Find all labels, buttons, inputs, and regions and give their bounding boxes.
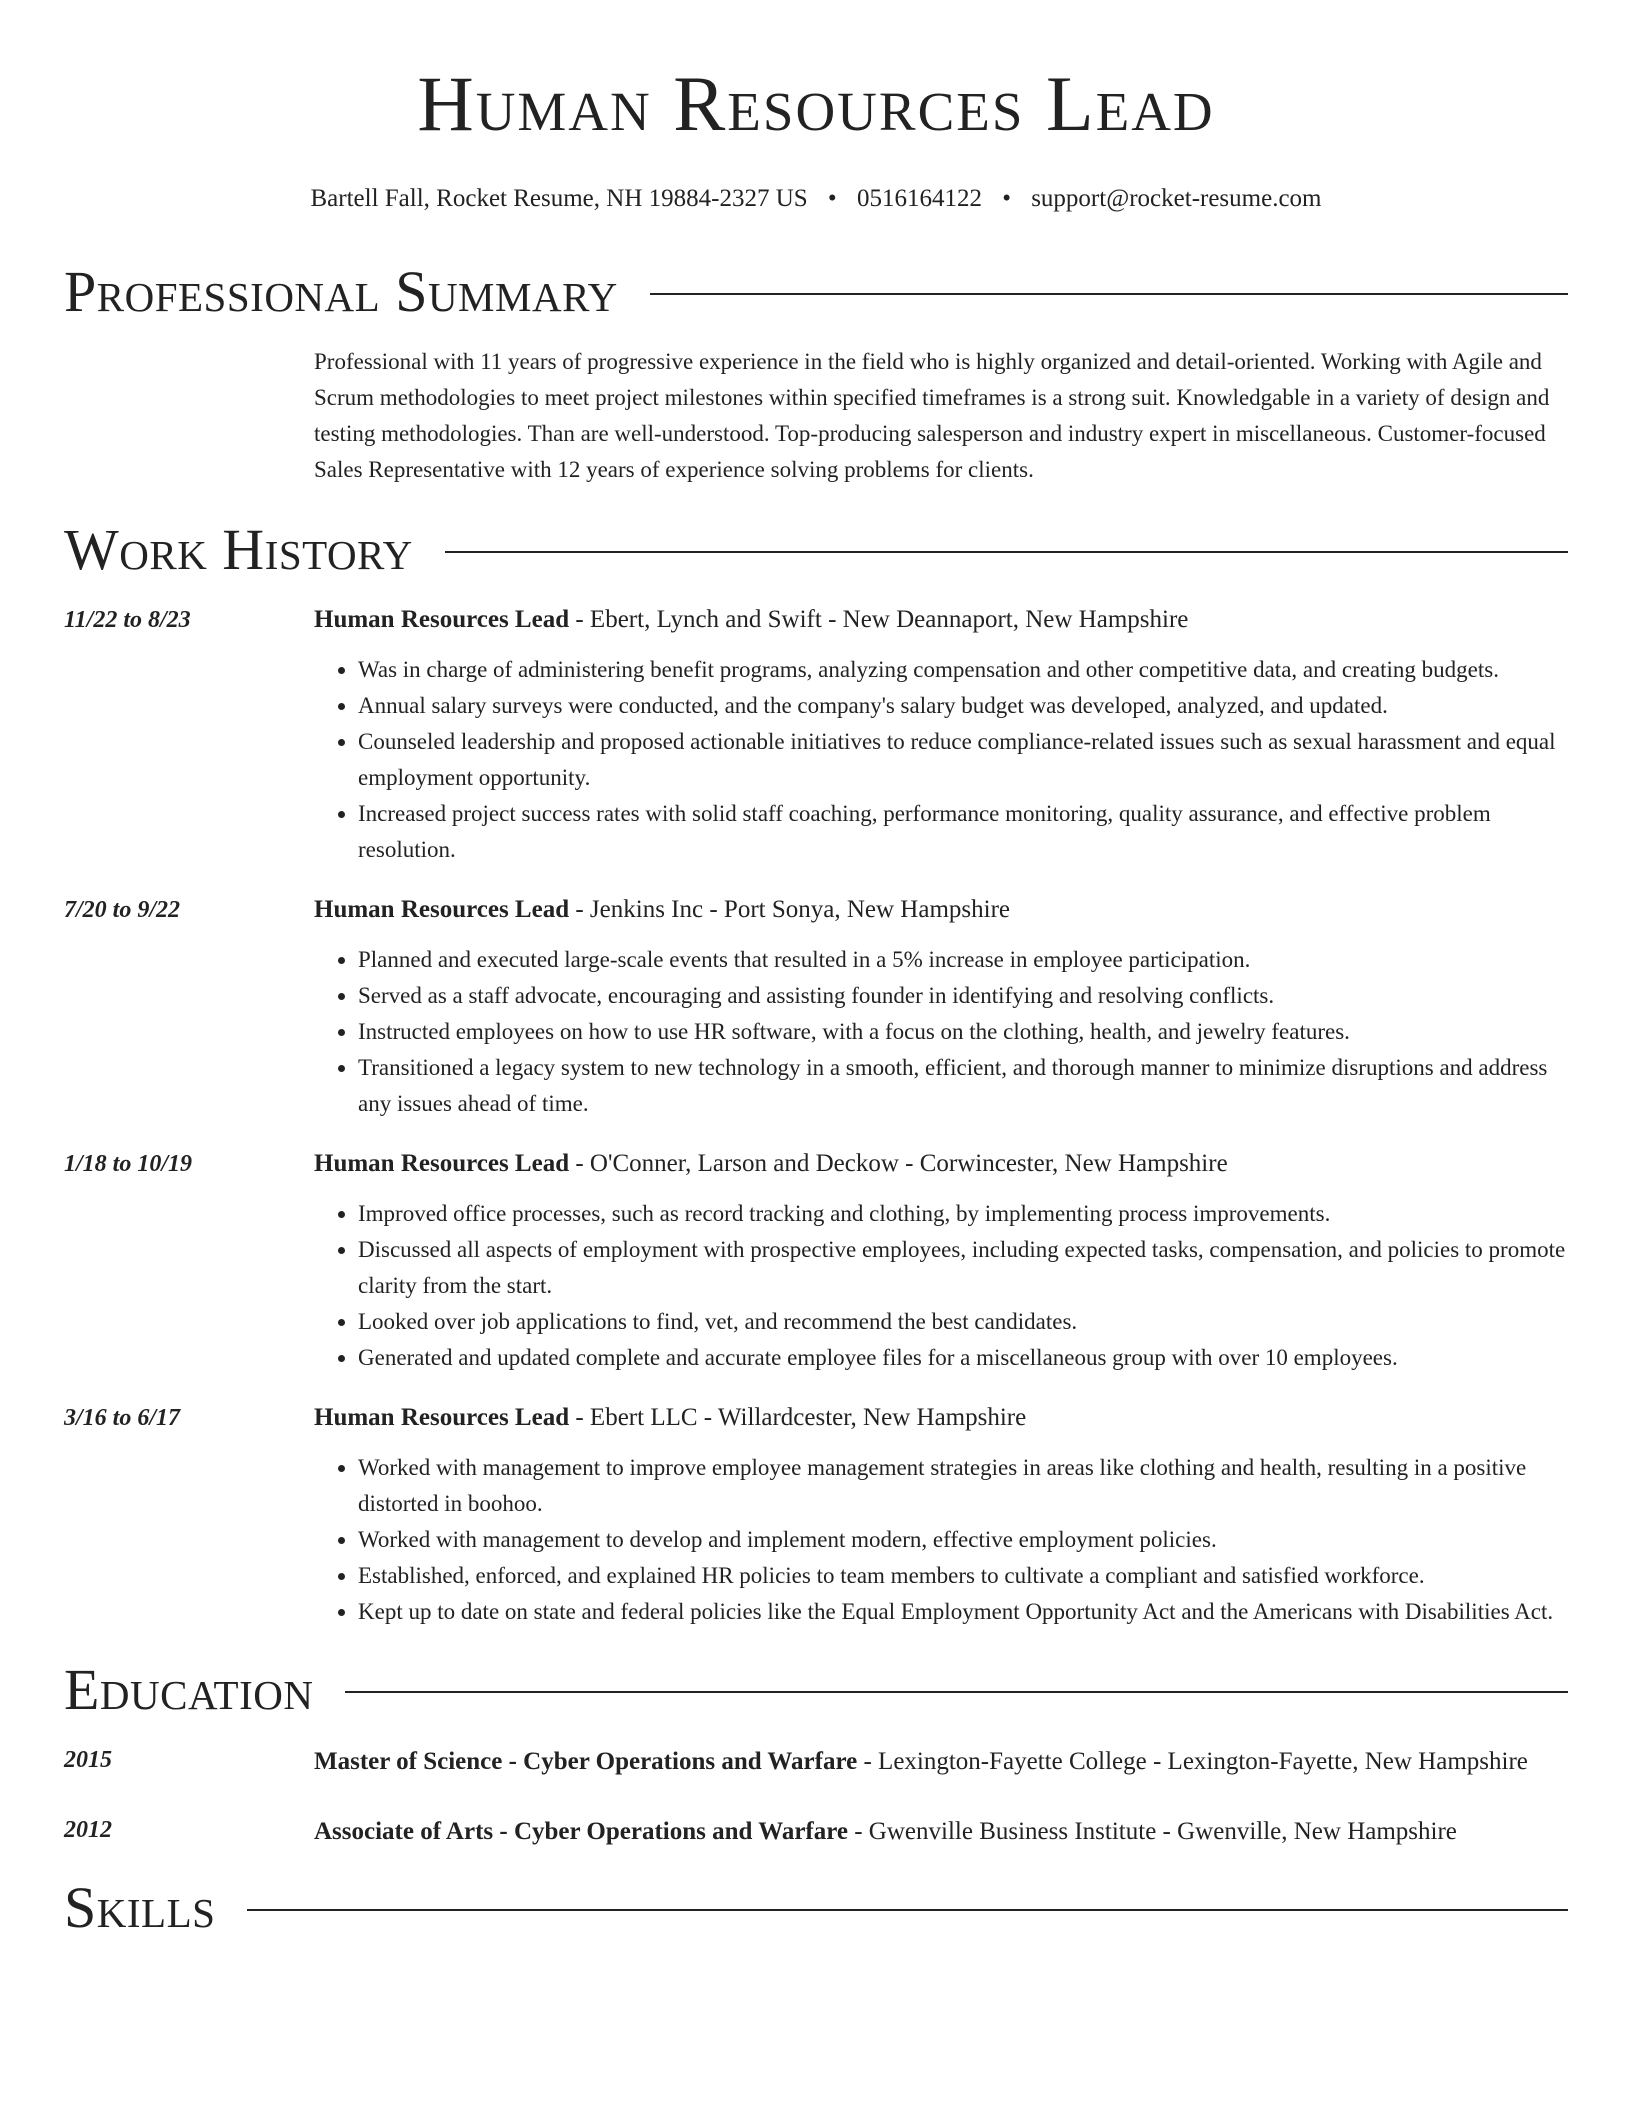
contact-phone: 0516164122: [856, 185, 982, 212]
candidate-name: Human Resources Lead: [417, 60, 1215, 147]
job-heading: [314, 1146, 1568, 1182]
education-degree: Associate of Arts - Cyber Operations and Warfare: [314, 1818, 848, 1845]
summary-text: Professional with 11 years of progressive experience in the field who is highly organized and detail-oriented. Working with Agile and Scrum methodologies to meet project milestones within specified timeframes is a strong suit. Knowledgable in a variety of design and testing methodologies. Than are well-understood. Top-producing salesperson and industry expert in miscellaneous. Customer-focused Sales Representative with 12 years of experience solving problems for clients.: [314, 349, 1550, 482]
education-heading: [314, 1812, 1568, 1852]
education-heading: [314, 1742, 1568, 1782]
job-title: Human Resources Lead: [314, 896, 570, 923]
education-details: - Lexington-Fayette College - Lexington-Fayette, New Hampshire: [857, 1748, 1528, 1775]
job-bullet: • Generated and updated complete and accurate employee files for a miscellaneous group with over 10 employees.: [358, 1340, 1568, 1376]
education-details: - Gwenville Business Institute - Gwenville, New Hampshire: [847, 1818, 1457, 1845]
job-title: Human Resources Lead: [314, 1404, 570, 1431]
job-details: - O'Conner, Larson and Deckow - Corwincester, New Hampshire: [569, 1150, 1228, 1177]
contact-email: support@rocket-resume.com: [1031, 185, 1322, 212]
summary-section-title: Professional Summary: [64, 259, 618, 324]
job-bullet: • Instructed employees on how to use HR software, with a focus on the clothing, health, and jewelry features.: [358, 1014, 1568, 1050]
job-dates: 11/22 to 8/23: [64, 607, 191, 633]
skills-section-header: [64, 1876, 1568, 1940]
work-section-header: [64, 518, 1568, 582]
job-bullet: • Established, enforced, and explained HR policies to team members to cultivate a compliant and satisfied workforce.: [358, 1558, 1568, 1594]
job-dates: 3/16 to 6/17: [64, 1405, 181, 1431]
education-entry: [64, 1812, 1568, 1852]
job-bullet: • Increased project success rates with solid staff coaching, performance monitoring, quality assurance, and effective problem resolution.: [358, 796, 1568, 868]
job-entry: [64, 1146, 1568, 1376]
job-bullet: • Planned and executed large-scale events that resulted in a 5% increase in employee participation.: [358, 942, 1568, 978]
section-divider: [650, 293, 1568, 295]
contact-line: [64, 182, 1568, 216]
job-title: Human Resources Lead: [314, 606, 570, 633]
job-entry: [64, 892, 1568, 1122]
job-details: - Ebert, Lynch and Swift - New Deannaport, New Hampshire: [569, 606, 1189, 633]
job-heading: [314, 602, 1568, 638]
summary-section-header: [64, 260, 1568, 324]
job-dates: 7/20 to 9/22: [64, 897, 181, 923]
education-year: 2015: [64, 1747, 112, 1773]
work-history-list: [64, 602, 1568, 1630]
job-body: [314, 602, 1568, 868]
job-bullet: • Worked with management to develop and implement modern, effective employment policies.: [358, 1522, 1568, 1558]
job-body: [314, 1400, 1568, 1630]
education-list: [64, 1742, 1568, 1852]
job-body: [314, 1146, 1568, 1376]
contact-separator: •: [1002, 185, 1011, 212]
job-bullet: • Kept up to date on state and federal policies like the Equal Employment Opportunity Act and the Americans with Disabilities Act.: [358, 1594, 1568, 1630]
job-details: - Jenkins Inc - Port Sonya, New Hampshire: [569, 896, 1011, 923]
job-entry: [64, 1400, 1568, 1630]
job-bullet: • Served as a staff advocate, encouraging and assisting founder in identifying and resolving conflicts.: [358, 978, 1568, 1014]
job-bullets: [314, 942, 1568, 1122]
education-section-title: Education: [64, 1657, 314, 1722]
job-bullet: • Annual salary surveys were conducted, and the company's salary budget was developed, analyzed, and updated.: [358, 688, 1568, 724]
education-year: 2012: [64, 1817, 112, 1843]
job-bullet: • Was in charge of administering benefit programs, analyzing compensation and other competitive data, and creating budgets.: [358, 652, 1568, 688]
job-body: [314, 892, 1568, 1122]
job-bullet: • Discussed all aspects of employment with prospective employees, including expected tasks, compensation, and policies to promote clarity from the start.: [358, 1232, 1568, 1304]
job-heading: [314, 892, 1568, 928]
education-entry: [64, 1742, 1568, 1782]
job-bullets: [314, 652, 1568, 868]
job-bullet: • Worked with management to improve employee management strategies in areas like clothing and health, resulting in a positive distorted in boohoo.: [358, 1450, 1568, 1522]
contact-address: Bartell Fall, Rocket Resume, NH 19884-2327 US: [310, 185, 808, 212]
job-bullet: • Improved office processes, such as record tracking and clothing, by implementing process improvements.: [358, 1196, 1568, 1232]
education-degree: Master of Science - Cyber Operations and Warfare: [314, 1748, 858, 1775]
work-section-title: Work History: [64, 517, 413, 582]
resume-page: [64, 0, 1568, 1940]
job-title: Human Resources Lead: [314, 1150, 570, 1177]
section-divider: [445, 551, 1568, 553]
job-dates: 1/18 to 10/19: [64, 1151, 193, 1177]
job-bullet: • Counseled leadership and proposed actionable initiatives to reduce compliance-related issues such as sexual harassment and equal employment opportunity.: [358, 724, 1568, 796]
section-divider: [247, 1909, 1568, 1911]
skills-section-title: Skills: [64, 1875, 216, 1940]
contact-separator: •: [827, 185, 837, 212]
job-bullets: [314, 1196, 1568, 1376]
job-details: - Ebert LLC - Willardcester, New Hampshire: [569, 1404, 1027, 1431]
education-section-header: [64, 1658, 1568, 1722]
job-entry: [64, 602, 1568, 868]
job-bullet: • Transitioned a legacy system to new technology in a smooth, efficient, and thorough manner to minimize disruptions and address any issues ahead of time.: [358, 1050, 1568, 1122]
section-divider: [345, 1691, 1568, 1693]
job-heading: [314, 1400, 1568, 1436]
job-bullets: [314, 1450, 1568, 1630]
job-bullet: • Looked over job applications to find, vet, and recommend the best candidates.: [358, 1304, 1568, 1340]
